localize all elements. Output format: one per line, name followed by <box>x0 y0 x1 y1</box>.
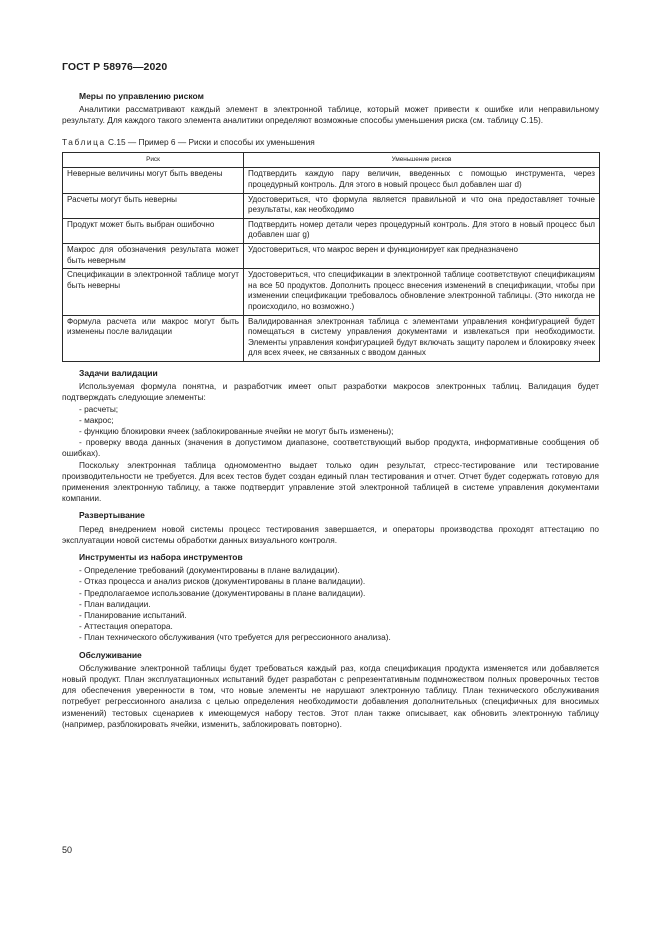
risk-cell: Формула расчета или макрос могут быть изменены после валидации <box>63 315 244 361</box>
list-item: - Определение требований (документированы в плане валидации). <box>79 565 340 576</box>
risk-cell: Продукт может быть выбран ошибочно <box>63 218 244 243</box>
mitigation-cell: Удостовериться, что формула является правильной и что она предоставляет точные результаты, как необходимо <box>244 193 600 218</box>
list-item: - План технического обслуживания (что требуется для регрессионного анализа). <box>79 632 391 643</box>
table-row <box>63 193 600 218</box>
header-risk: Риск <box>63 152 244 168</box>
deployment-paragraph: Перед внедрением новой системы процесс тестирования завершается, и операторы производства проходят аттестацию по эксплуатации новой системы обработки данных визуального контроля. <box>62 523 599 545</box>
standard-code: ГОСТ Р 58976—2020 <box>62 61 168 73</box>
section-validation <box>62 368 599 504</box>
list-item: - расчеты; <box>79 403 119 414</box>
list-item: - План валидации. <box>79 598 151 609</box>
list-item: - Отказ процесса и анализ рисков (документированы в плане валидации). <box>79 576 366 587</box>
table-row <box>63 218 600 243</box>
section-deployment <box>62 510 599 546</box>
section-tools <box>62 552 599 644</box>
list-item: - макрос; <box>79 414 114 425</box>
table-row <box>63 243 600 268</box>
risk-cell: Спецификации в электронной таблице могут быть неверны <box>63 269 244 315</box>
table-caption-label: Таблица <box>62 136 106 147</box>
heading-validation: Задачи валидации <box>79 367 158 378</box>
section-maintenance <box>62 650 599 730</box>
validation-intro: Используемая формула понятна, и разработчик имеет опыт разработки макросов электронных таблиц. Валидация будет подтверждать следующие элементы: <box>62 381 599 403</box>
validation-paragraph: Поскольку электронная таблица одномоментно выдает только один результат, стресс-тестирование или тестирование производительности не требуется. Для всех тестов будет создан единый план тестирования и отчет. Отчет будет содержать готовую для применения электронную таблицу, а также подтвердит управление этой электронной таблицей в системе управления документами компании. <box>62 459 599 504</box>
risk-cell: Неверные величины могут быть введены <box>63 168 244 193</box>
content <box>62 91 599 736</box>
heading-maintenance: Обслуживание <box>79 649 142 660</box>
list-item: - Планирование испытаний. <box>79 609 187 620</box>
list-item: - функцию блокировки ячеек (заблокированные ячейки не могут быть изменены); <box>79 425 394 436</box>
mitigation-cell: Подтвердить каждую пару величин, введенных с помощью инструмента, через процедурный контроль. Для этого в новый процесс был добавлен шаг d) <box>244 168 600 193</box>
maintenance-paragraph: Обслуживание электронной таблицы будет требоваться каждый раз, когда спецификация продукта изменяется или добавляется новый продукт. План эксплуатационных испытаний будет разработан с репрезентативным подмножеством полных проверочных тестов для обеспечения уверенности в том, что новые элементы не нарушают электронную таблицу. План технического обслуживания потребует регрессионного анализа с целью определения необходимости добавления дополнительных (специфичных для вносимых изменений) тестовых сценариев к имеющемуся набору тестов. Этот план также описывает, как обновить электронную таблицу (например, разблокировать ячейки, изменить, заблокировать повторно). <box>62 662 599 729</box>
risk-table <box>62 152 600 362</box>
mitigation-cell: Валидированная электронная таблица с элементами управления конфигурацией будет помещаться в систему управления документами и извлекаться при необходимости. Элементы управления конфигурацией будут включать защиту паролем и блокировку ячеек для всех ячеек, не связанных с вводом данных <box>244 315 600 361</box>
list-item: - Аттестация оператора. <box>79 621 173 632</box>
mitigation-cell: Удостовериться, что макрос верен и функционирует как предназначено <box>244 243 600 268</box>
mitigation-cell: Удостовериться, что спецификации в электронной таблице соответствуют спецификациям на все 50 продуктов. Дополнить процесс внесения изменений в спецификации, чтобы при изменении спецификации требовалось обновление электронной таблицы. (Это никогда не происходило, но возможно.) <box>244 269 600 315</box>
table-row <box>63 168 600 193</box>
table-header-row <box>63 152 600 168</box>
heading-deployment: Развертывание <box>79 510 145 521</box>
table-caption <box>62 137 599 148</box>
heading-risk-measures: Меры по управлению риском <box>79 91 204 101</box>
heading-tools: Инструменты из набора инструментов <box>79 551 243 562</box>
list-item: - Предполагаемое использование (документированы в плане валидации). <box>79 587 366 598</box>
risk-paragraph: Аналитики рассматривают каждый элемент в электронной таблице, который может привести к ошибке или неправильному результату. Для каждого такого элемента аналитики определяют возможные способы уменьшения риска (см. таблицу С.15). <box>62 104 599 126</box>
table-row <box>63 269 600 315</box>
section-risk <box>62 91 599 127</box>
header-mitigation: Уменьшение рисков <box>244 152 600 168</box>
risk-cell: Расчеты могут быть неверны <box>63 193 244 218</box>
risk-cell: Макрос для обозначения результата может быть неверным <box>63 243 244 268</box>
mitigation-cell: Подтвердить номер детали через процедурный контроль. Для этого в новый процесс был добавлен шаг g) <box>244 218 600 243</box>
list-item: - проверку ввода данных (значения в допустимом диапазоне, соответствующий выбор продукта, информативные сообщения об ошибках). <box>62 437 599 459</box>
page-number: 50 <box>62 845 73 855</box>
table-caption-text: С.15 — Пример 6 — Риски и способы их уменьшения <box>108 136 315 147</box>
table-row <box>63 315 600 361</box>
